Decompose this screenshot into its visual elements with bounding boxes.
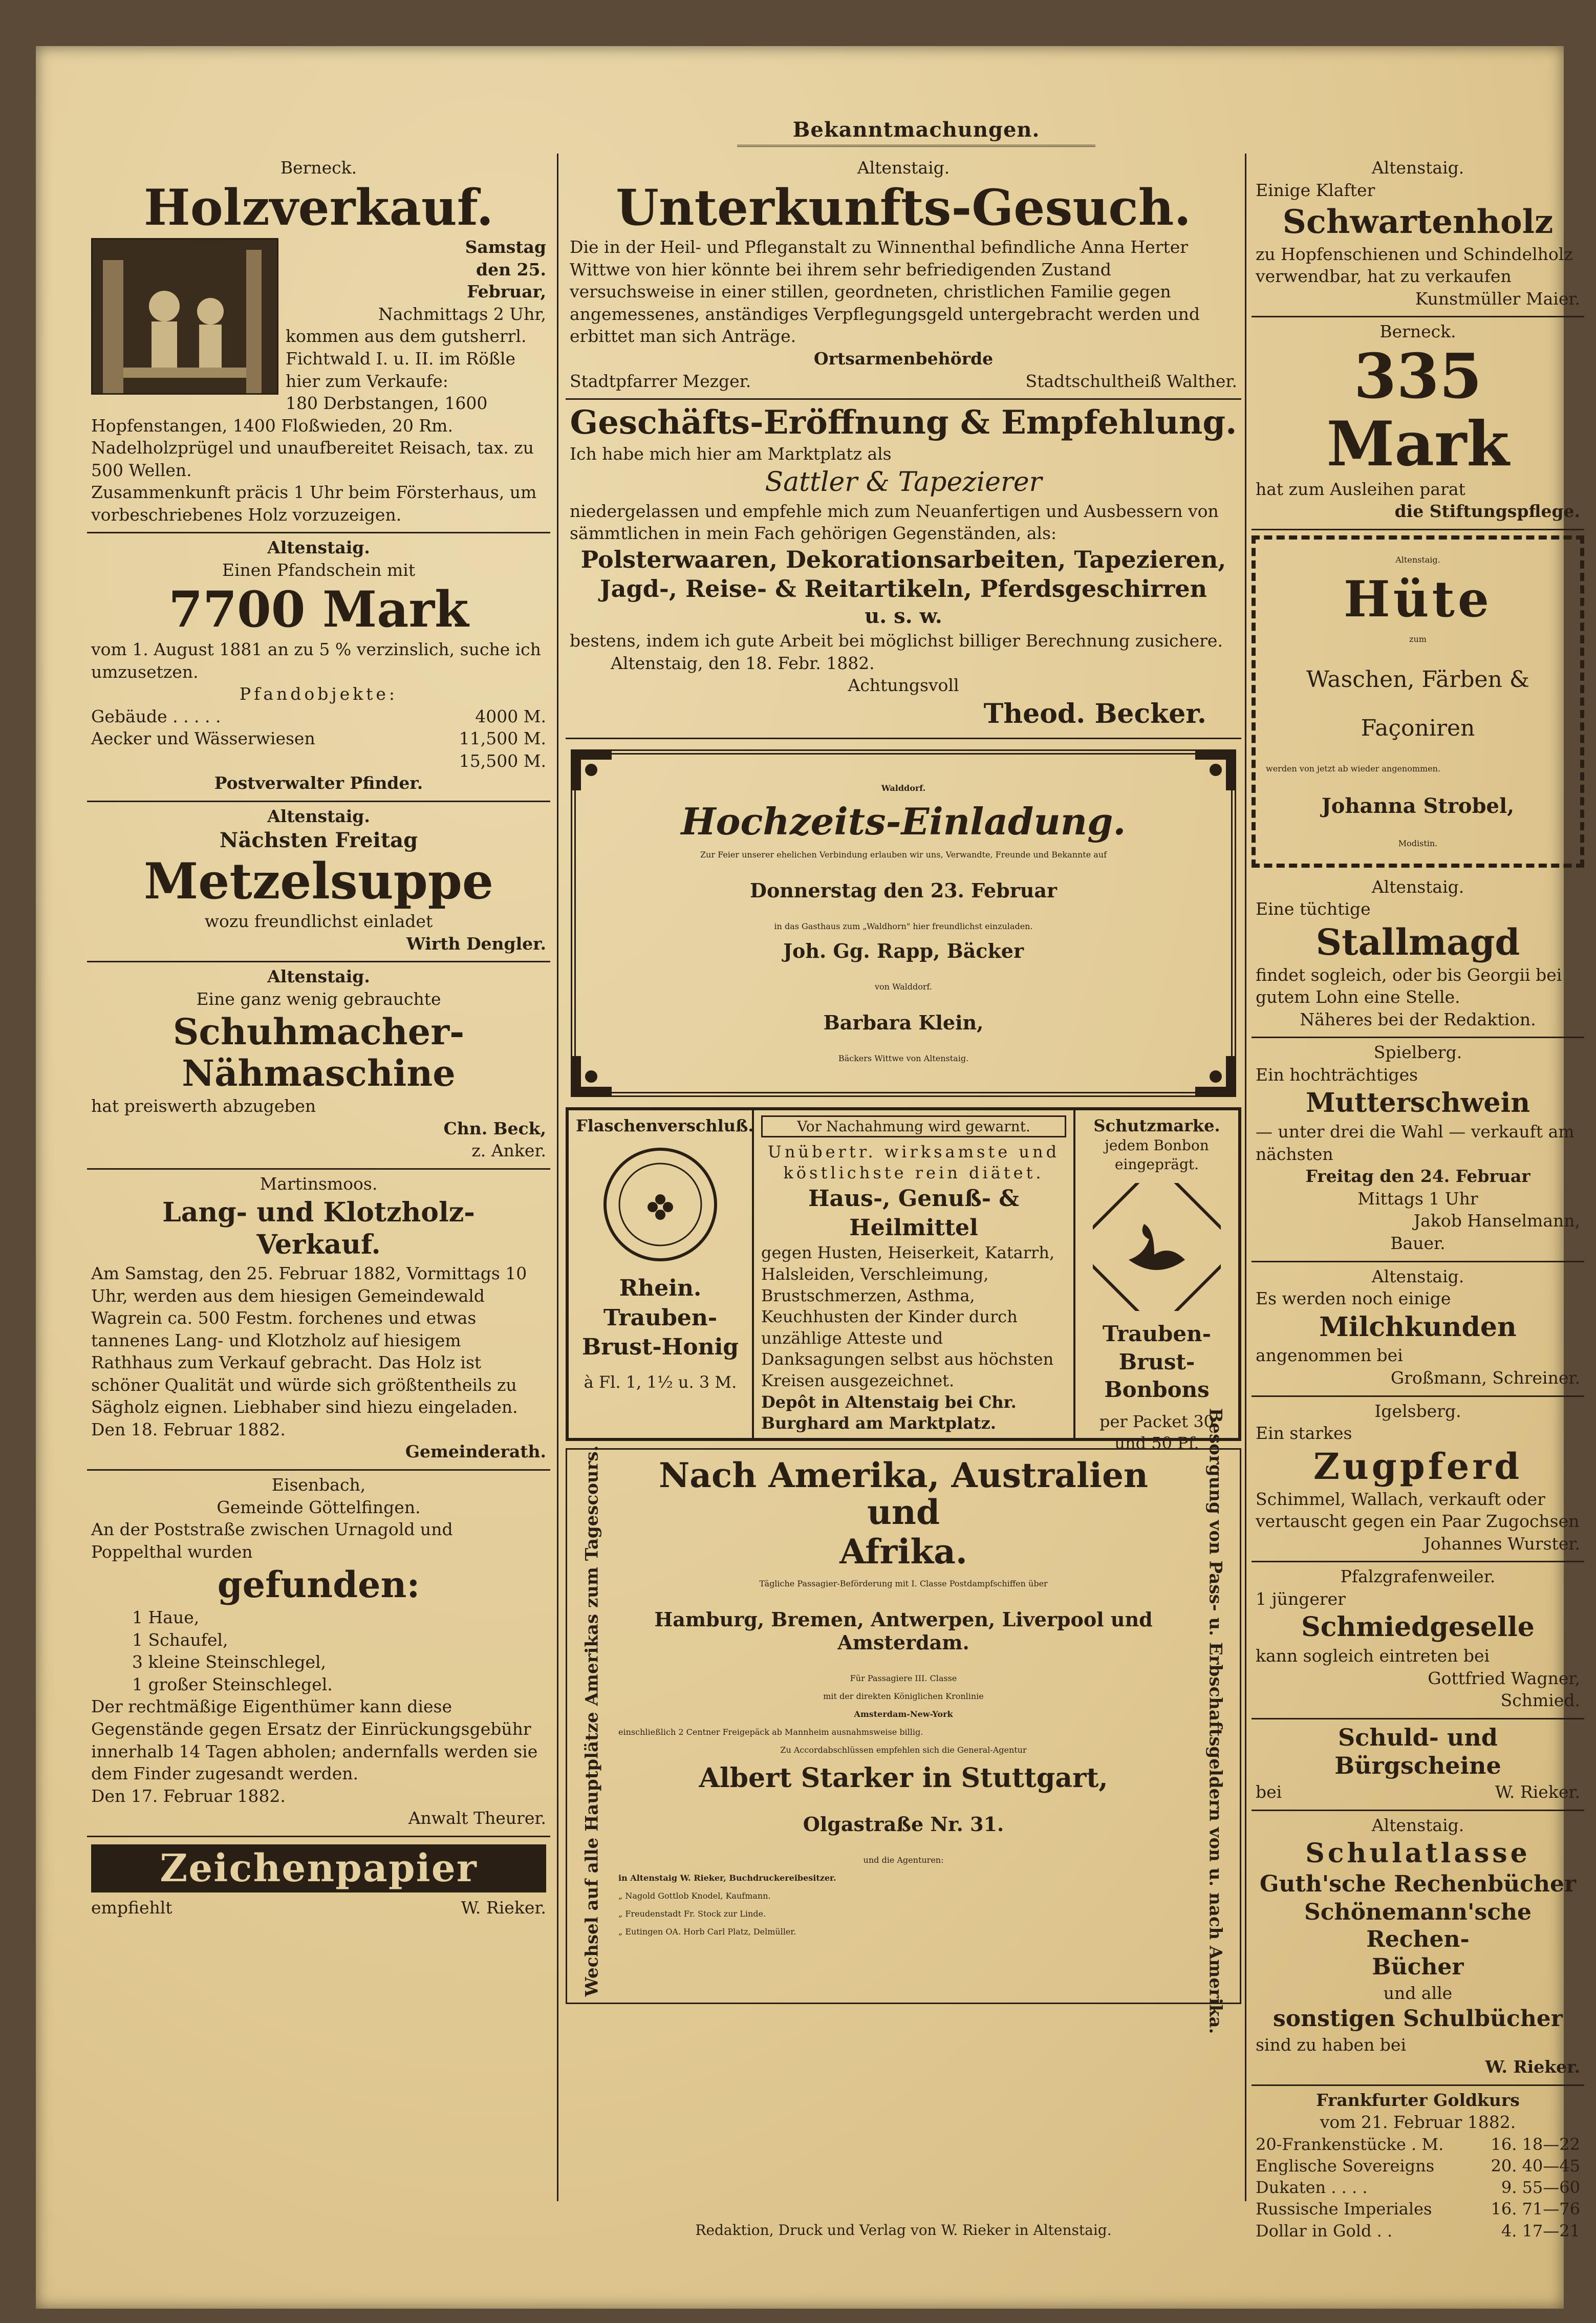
- ad-intro: Einen Pfandschein mit: [222, 560, 416, 580]
- ad-schuldscheine: [1252, 1719, 1584, 1811]
- ad-text: Näheres bei der Redaktion.: [1300, 1009, 1536, 1029]
- ad-date: den 25.: [476, 259, 546, 279]
- ad-title: Nach Amerika, Australien und: [658, 1455, 1149, 1533]
- ad-trade: Sattler & Tapezierer: [765, 466, 1042, 498]
- honig-right-panel: [1075, 1110, 1238, 1453]
- ad-goods: Polsterwaaren, Dekorationsarbeiten, Tapezieren,: [580, 545, 1226, 573]
- ad-title: Schönemann'sche Rechen-: [1304, 1899, 1532, 1952]
- ad-place: Altenstaig.: [1371, 158, 1464, 178]
- table-row: [1256, 2134, 1580, 2155]
- ad-mutterschwein: [1252, 1038, 1584, 1262]
- ad-gefunden: [87, 1471, 550, 1837]
- ad-place: Igelsberg.: [1374, 1401, 1461, 1421]
- ad-text: Für Passagiere III. Classe: [850, 1673, 957, 1683]
- column-left: [87, 154, 550, 1925]
- ad-text: mit der direkten Königlichen Kronlinie: [823, 1691, 984, 1701]
- table-row: [1256, 2198, 1580, 2220]
- panel-title: Flaschenverschluß.: [576, 1115, 754, 1135]
- panel-text: gegen Husten, Heiserkeit, Katarrh, Halsleiden, Verschleimung, Brustschmerzen, Asthma, Keuchhusten der Kinder durch unzählige Atteste und Danksagungen selbst aus höchsten Kreisen ausgezeichnet.: [761, 1243, 1055, 1390]
- ad-text: zu Hopfenschienen und Schindelholz verwendbar, hat zu verkaufen: [1256, 244, 1573, 287]
- ad-date: Altenstaig, den 18. Febr. 1882.: [611, 653, 875, 673]
- ad-text: Ich habe mich hier am Marktplatz als: [570, 444, 892, 464]
- ad-text: sind zu haben bei: [1256, 2034, 1407, 2055]
- ad-title: sonstigen Schulbücher: [1273, 2005, 1563, 2032]
- ad-milchkunden: [1252, 1262, 1584, 1397]
- page-footer: Redaktion, Druck und Verlag von W. Rieker in Altenstaig.: [695, 2222, 1112, 2239]
- ad-geschaeftseroeffnung: [566, 400, 1241, 739]
- ornament-corner-icon: [571, 749, 612, 790]
- column-rule: [1245, 154, 1246, 2201]
- agency-item: in Altenstaig W. Rieker, Buchdruckereibesitzer.: [618, 1873, 836, 1883]
- panel-text: jedem Bonbon eingeprägt.: [1105, 1137, 1209, 1173]
- row-value: 16. 18—22: [1491, 2134, 1580, 2154]
- side-text: Wechsel auf alle Hauptplätze Amerikas zum Tagescours.: [581, 1445, 602, 1997]
- ad-signature: von Walddorf.: [875, 981, 932, 992]
- row-label: Dukaten . . . .: [1256, 2178, 1368, 2198]
- ad-text: Zu Accordabschlüssen empfehlen sich die General-Agentur: [780, 1745, 1027, 1755]
- ad-sign-row: [570, 370, 1237, 393]
- ad-text: empfiehlt: [91, 1897, 172, 1918]
- ad-text: Zur Feier unserer ehelichen Verbindung erlauben wir uns, Verwandte, Freunde und Bekannte auf: [700, 849, 1107, 859]
- ad-ports: Hamburg, Bremen, Antwerpen, Liverpool und Amsterdam.: [654, 1607, 1153, 1654]
- ad-text: findet sogleich, oder bis Georgii bei gutem Lohn eine Stelle.: [1256, 964, 1562, 1007]
- ad-title: Zugpferd: [1313, 1445, 1523, 1488]
- ad-text: hat preiswerth abzugeben: [91, 1096, 316, 1116]
- ad-title: Verkauf.: [256, 1229, 381, 1261]
- ad-date: Samstag: [465, 237, 546, 257]
- side-text-left: [571, 1445, 612, 1997]
- ad-place: Walddorf.: [881, 783, 926, 793]
- ornament-corner-icon: [571, 1056, 612, 1097]
- ad-title: Unterkunfts-Gesuch.: [616, 178, 1191, 236]
- woodcut-forest-icon: [93, 240, 277, 393]
- ad-text: bestens, indem ich gute Arbeit bei möglichst billiger Berechnung zusichere.: [570, 631, 1223, 651]
- column-rule: [557, 154, 558, 2201]
- ad-text: — unter drei die Wahl — verkauft am nächsten: [1256, 1122, 1575, 1164]
- ad-text: bei: [1256, 1782, 1282, 1802]
- ad-text: angenommen bei: [1256, 1345, 1403, 1366]
- bottle-seal-icon: [601, 1146, 719, 1263]
- ad-signature: Theod. Becker.: [983, 698, 1206, 729]
- table-row: [91, 727, 546, 750]
- ad-place: Altenstaig.: [857, 158, 950, 178]
- ad-date: Februar,: [467, 282, 546, 302]
- table-row: [91, 705, 546, 728]
- ad-goods: Jagd-, Reise- & Reitartikeln, Pferdsgeschirren: [599, 575, 1207, 603]
- ad-signature: W. Rieker.: [1485, 2057, 1580, 2077]
- ad-place: Eisenbach,: [271, 1475, 366, 1495]
- ad-title: 335 Mark: [1326, 340, 1509, 480]
- ad-signature: Gemeinderath.: [405, 1442, 546, 1462]
- newspaper-page: [36, 46, 1580, 2309]
- ad-title: Afrika.: [839, 1532, 967, 1572]
- ad-stallmagd: [1252, 873, 1584, 1039]
- ad-signature: Chn. Beck,: [443, 1118, 546, 1138]
- ad-naehmaschine: [87, 962, 550, 1170]
- ad-text: hat zum Ausleihen parat: [1256, 479, 1465, 499]
- table-date: vom 21. Februar 1882.: [1320, 2112, 1516, 2133]
- ad-signature: Stadtschultheiß Walther.: [1025, 371, 1237, 391]
- ad-address: Olgastraße Nr. 31.: [803, 1813, 1004, 1836]
- ad-schmiedgeselle: [1252, 1562, 1584, 1719]
- row-label: Aecker und Wässerwiesen: [91, 728, 315, 749]
- ad-text: kann sogleich eintreten bei: [1256, 1646, 1490, 1666]
- side-text: Besorgung von Pass- u. Erbschaftsgeldern von u. nach Amerika.: [1205, 1408, 1226, 2034]
- agency-item: „ Nagold Gottlob Knodel, Kaufmann.: [618, 1891, 771, 1901]
- row-value: 9. 55—60: [1501, 2178, 1580, 2198]
- side-text-right: [1195, 1408, 1236, 2034]
- table-row: [1256, 2155, 1580, 2177]
- ad-text: wozu freundlichst einladet: [204, 911, 433, 932]
- ad-intro: Es werden noch einige: [1256, 1288, 1451, 1309]
- ornament-corner-icon: [1195, 1056, 1236, 1097]
- panel-depot: Depôt in Altenstaig bei Chr. Burghard am Marktplatz.: [761, 1392, 1017, 1433]
- ad-signature: Johannes Wurster.: [1424, 1533, 1580, 1554]
- ad-title: Bücher: [1372, 1954, 1464, 1981]
- ad-zeichenpapier: [87, 1837, 550, 1925]
- ad-schulbuecher: [1252, 1811, 1584, 2086]
- goldkurs-table: [1252, 2086, 1584, 2248]
- warning-label: Vor Nachahmung wird gewarnt.: [761, 1115, 1066, 1137]
- ad-title: Schuhmacher-: [172, 1010, 465, 1053]
- ad-title: Schmiedgeselle: [1301, 1611, 1535, 1643]
- row-total: 15,500 M.: [459, 750, 546, 771]
- ad-place: Altenstaig.: [1371, 1266, 1464, 1286]
- swan-trademark-icon: [1093, 1183, 1221, 1311]
- ad-intro: 1 jüngerer: [1256, 1588, 1346, 1609]
- ad-signature: Kunstmüller Maier.: [1415, 288, 1580, 309]
- honig-left-panel: [569, 1110, 754, 1438]
- list-item: 3 kleine Steinschlegel,: [132, 1652, 327, 1672]
- ad-signature: Jakob Hanselmann,: [1413, 1211, 1580, 1231]
- ad-hochzeit: [571, 749, 1236, 1097]
- ad-text: An der Poststraße zwischen Urnagold und Poppelthal wurden: [91, 1519, 453, 1562]
- ad-title: Schuld- und Bürgscheine: [1334, 1723, 1501, 1779]
- ad-title: gefunden:: [217, 1563, 420, 1606]
- ad-route: Amsterdam-New-York: [854, 1709, 953, 1719]
- ad-signature: Großmann, Schreiner.: [1390, 1367, 1580, 1388]
- column-center: [566, 154, 1241, 2034]
- ad-text: Der rechtmäßige Eigenthümer kann diese Gegenstände gegen Ersatz der Einrückungsgebühr innerhalb 14 Tagen abholen; andernfalls werden sie dem Finder zugesandt werden.: [91, 1696, 538, 1784]
- row-value: 20. 40—45: [1491, 2156, 1580, 2176]
- ad-place: Berneck.: [280, 158, 357, 178]
- ad-title: Milchkunden: [1319, 1311, 1517, 1343]
- ad-holzverkauf: [87, 154, 550, 533]
- ad-signature: Barbara Klein,: [823, 1010, 984, 1034]
- ad-place: Altenstaig.: [1395, 554, 1440, 565]
- ad-text: Tägliche Passagier-Beförderung mit I. Classe Postdampfschiffen über: [759, 1578, 1048, 1588]
- ad-signature: Johanna Strobel,: [1321, 793, 1515, 818]
- ad-subtitle: Gemeinde Göttelfingen.: [217, 1497, 421, 1517]
- ad-title: Hüte: [1344, 570, 1492, 628]
- ad-place: Spielberg.: [1373, 1042, 1462, 1063]
- row-label: 20-Frankenstücke . M.: [1256, 2134, 1444, 2154]
- ad-signature: Bauer.: [1390, 1233, 1446, 1253]
- ad-text: und alle: [1383, 1983, 1453, 2004]
- ad-signature: Stadtpfarrer Mezger.: [570, 371, 751, 391]
- ad-title: Mutterschwein: [1305, 1087, 1530, 1119]
- ad-zugpferd: [1252, 1397, 1584, 1563]
- ad-text: Schimmel, Wallach, verkauft oder vertauscht gegen ein Paar Zugochsen: [1256, 1489, 1580, 1532]
- ad-date: Den 18. Februar 1882.: [91, 1419, 286, 1439]
- ad-text: Die in der Heil- und Pfleganstalt zu Winnenthal befindliche Anna Herter Wittwe von hier könnte bei ihrem sehr befriedigenden Zustand versuchsweise in einer stillen, geordneten, christlichen Familie gegen angemessenes, anständiges Verpflegungsgeld untergebracht werden und erbittet man sich Anträge.: [570, 237, 1200, 347]
- row-value: 4000 M.: [475, 706, 546, 726]
- ad-date: Donnerstag den 23. Februar: [749, 878, 1057, 902]
- ad-title: Schwartenholz: [1282, 203, 1554, 242]
- ad-text: werden von jetzt ab wieder angenommen.: [1266, 763, 1441, 773]
- ad-place: Berneck.: [1379, 321, 1456, 342]
- agency-item: „ Freudenstadt Fr. Stock zur Linde.: [618, 1909, 766, 1919]
- honig-middle-panel: [754, 1110, 1075, 1438]
- product-name: Rhein. Trauben-Brust-Honig: [581, 1275, 739, 1360]
- ad-title: Nähmaschine: [182, 1052, 456, 1095]
- ad-place: Martinsmoos.: [260, 1173, 378, 1194]
- row-label: Englische Sovereigns: [1256, 2156, 1435, 2176]
- ad-title: Hochzeits-Einladung.: [681, 799, 1126, 843]
- ad-title: Metzelsuppe: [144, 852, 493, 911]
- woodcut-illustration: [91, 238, 278, 395]
- ad-intro: Ein starkes: [1256, 1423, 1352, 1444]
- ad-signature: Bäckers Wittwe von Altenstaig.: [838, 1053, 969, 1063]
- ad-signature: die Stiftungspflege.: [1394, 501, 1580, 522]
- agency-item: „ Eutingen OA. Horb Carl Platz, Delmüller.: [618, 1927, 796, 1937]
- ad-signature: Joh. Gg. Rapp, Bäcker: [783, 939, 1024, 962]
- ad-langholz: [87, 1170, 550, 1471]
- row-value: 4. 17—21: [1501, 2221, 1580, 2241]
- ad-footer-row: [1256, 1781, 1580, 1803]
- ad-closing: Achtungsvoll: [848, 675, 959, 696]
- ad-title: Schulatlasse: [1305, 1838, 1530, 1869]
- product-price: per Packet 30 und 50 Pf.: [1099, 1412, 1215, 1453]
- column-right: [1252, 154, 1584, 2248]
- ad-date: Freitag den 24. Februar: [1305, 1166, 1530, 1187]
- ad-signature: Anwalt Theurer.: [408, 1808, 546, 1829]
- ad-text: und die Agenturen:: [863, 1855, 944, 1865]
- ad-date: Den 17. Februar 1882.: [91, 1786, 286, 1806]
- row-value: 11,500 M.: [459, 728, 546, 749]
- ad-place: Altenstaig.: [267, 966, 370, 987]
- ad-huete: [1252, 535, 1584, 868]
- ad-signature: z. Anker.: [471, 1141, 546, 1161]
- ad-place: Altenstaig.: [1371, 1815, 1464, 1835]
- ornament-corner-icon: [1195, 749, 1236, 790]
- ad-intro: Einige Klafter: [1256, 180, 1375, 200]
- list-item: 1 Haue,: [132, 1607, 200, 1628]
- row-label: Gebäude . . . . .: [91, 706, 221, 726]
- ad-intro: Eine tüchtige: [1256, 899, 1371, 919]
- panel-text: Unübertr. wirksamste und köstlichste rein diätet.: [767, 1142, 1060, 1183]
- product-price: à Fl. 1, 1½ u. 3 M.: [584, 1372, 737, 1392]
- ad-title: 7700 Mark: [168, 580, 469, 639]
- ad-pfandschein: [87, 533, 550, 802]
- ad-footer-row: [91, 1897, 546, 1919]
- ad-signature: Postverwalter Pfinder.: [214, 773, 423, 793]
- ad-intro: Eine ganz wenig gebrauchte: [196, 988, 441, 1009]
- ad-title: Lang- und Klotzholz-: [162, 1196, 475, 1228]
- list-item: 1 großer Steinschlegel.: [132, 1674, 333, 1694]
- ad-intro: Ein hochträchtiges: [1256, 1064, 1418, 1085]
- ad-text: niedergelassen und empfehle mich zum Neuanfertigen und Ausbessern von sämmtlichen in mein Fach gehörigen Gegenständen, als:: [570, 501, 1219, 544]
- ad-signature: Schmied.: [1500, 1690, 1580, 1711]
- row-label: Dollar in Gold . .: [1256, 2221, 1393, 2241]
- ad-text: einschließlich 2 Centner Freigepäck ab Mannheim ausnahmsweise billig.: [618, 1727, 923, 1737]
- ad-authority: Ortsarmenbehörde: [813, 348, 994, 369]
- table-row: [1256, 2177, 1580, 2198]
- ad-time: Mittags 1 Uhr: [1357, 1188, 1478, 1209]
- product-name: Trauben-Brust-Bonbons: [1102, 1321, 1212, 1403]
- panel-title: Haus-, Genuß- & Heilmittel: [808, 1186, 1020, 1241]
- ad-title: Zeichenpapier: [91, 1844, 546, 1892]
- ad-signature: W. Rieker.: [461, 1897, 546, 1918]
- ad-signature: Wirth Dengler.: [406, 933, 546, 954]
- ad-metzelsuppe: [87, 802, 550, 962]
- ad-place: Altenstaig.: [267, 806, 370, 826]
- ad-unterkunft: [566, 154, 1241, 400]
- ad-place: Altenstaig.: [267, 537, 370, 558]
- ad-title: Guth'sche Rechenbücher: [1259, 1871, 1577, 1898]
- ad-signature: Modistin.: [1398, 838, 1438, 848]
- table-row: [1256, 2220, 1580, 2242]
- ad-335-mark: [1252, 317, 1584, 530]
- ad-text: vom 1. August 1881 an zu 5 % verzinslich, suche ich umzusetzen.: [91, 639, 541, 682]
- ad-agent: Albert Starker in Stuttgart,: [699, 1762, 1108, 1794]
- ad-goods: u. s. w.: [865, 604, 942, 629]
- ad-text: zum: [1409, 634, 1427, 644]
- panel-title: Schutzmarke.: [1093, 1115, 1220, 1135]
- row-label: Russische Imperiales: [1256, 2199, 1432, 2219]
- list-item: 1 Schaufel,: [132, 1629, 228, 1650]
- ad-text: Am Samstag, den 25. Februar 1882, Vormittags 10 Uhr, werden aus dem hiesigen Gemeindewald Wagrein ca. 500 Festm. forchenes und etwas tannenes Lang- und Klotzholz auf hiesigem Rathhaus zum Verkauf gebracht. Das Holz ist schöner Qualität und würde sich größtentheils zu Sägholz eignen. Liebhaber sind hiezu eingeladen.: [91, 1263, 527, 1417]
- row-value: 16. 71—76: [1491, 2199, 1580, 2219]
- ad-signature: Gottfried Wagner,: [1428, 1668, 1580, 1688]
- ad-schwartenholz: [1252, 154, 1584, 317]
- ad-text: 180 Derbstangen, 1600 Hopfenstangen, 1400 Floßwieden, 20 Rm. Nadelholzprügel und unaufbereitet Reisach, tax. zu 500 Wellen.: [91, 393, 534, 480]
- ad-title: Holzverkauf.: [144, 178, 493, 236]
- ad-title: Stallmagd: [1315, 920, 1520, 963]
- table-title: Frankfurter Goldkurs: [1316, 2090, 1520, 2110]
- section-heading: Bekanntmachungen.: [737, 118, 1095, 147]
- ad-text: Zusammenkunft präcis 1 Uhr beim Försterhaus, um vorbeschriebenes Holz vorzuzeigen.: [91, 482, 537, 525]
- ad-text: Waschen, Färben &: [1306, 666, 1530, 693]
- ad-place: Pfalzgrafenweiler.: [1340, 1566, 1496, 1587]
- ad-signature: W. Rieker.: [1495, 1782, 1580, 1802]
- ad-text: Façoniren: [1361, 715, 1475, 741]
- ad-subtitle: Pfandobjekte:: [239, 684, 398, 704]
- ad-time: Nachmittags 2 Uhr,: [378, 304, 546, 324]
- ad-place: Altenstaig.: [1371, 876, 1464, 897]
- ad-text: kommen aus dem gutsherrl. Fichtwald I. u. II. im Rößle hier zum Verkaufe:: [286, 326, 527, 391]
- ad-when: Nächsten Freitag: [219, 828, 418, 853]
- ad-text: in das Gasthaus zum „Waldhorn" hier freundlichst einzuladen.: [774, 921, 1033, 931]
- ad-traubenhonig: [566, 1107, 1241, 1453]
- ad-title: Geschäfts-Eröffnung & Empfehlung.: [570, 403, 1237, 442]
